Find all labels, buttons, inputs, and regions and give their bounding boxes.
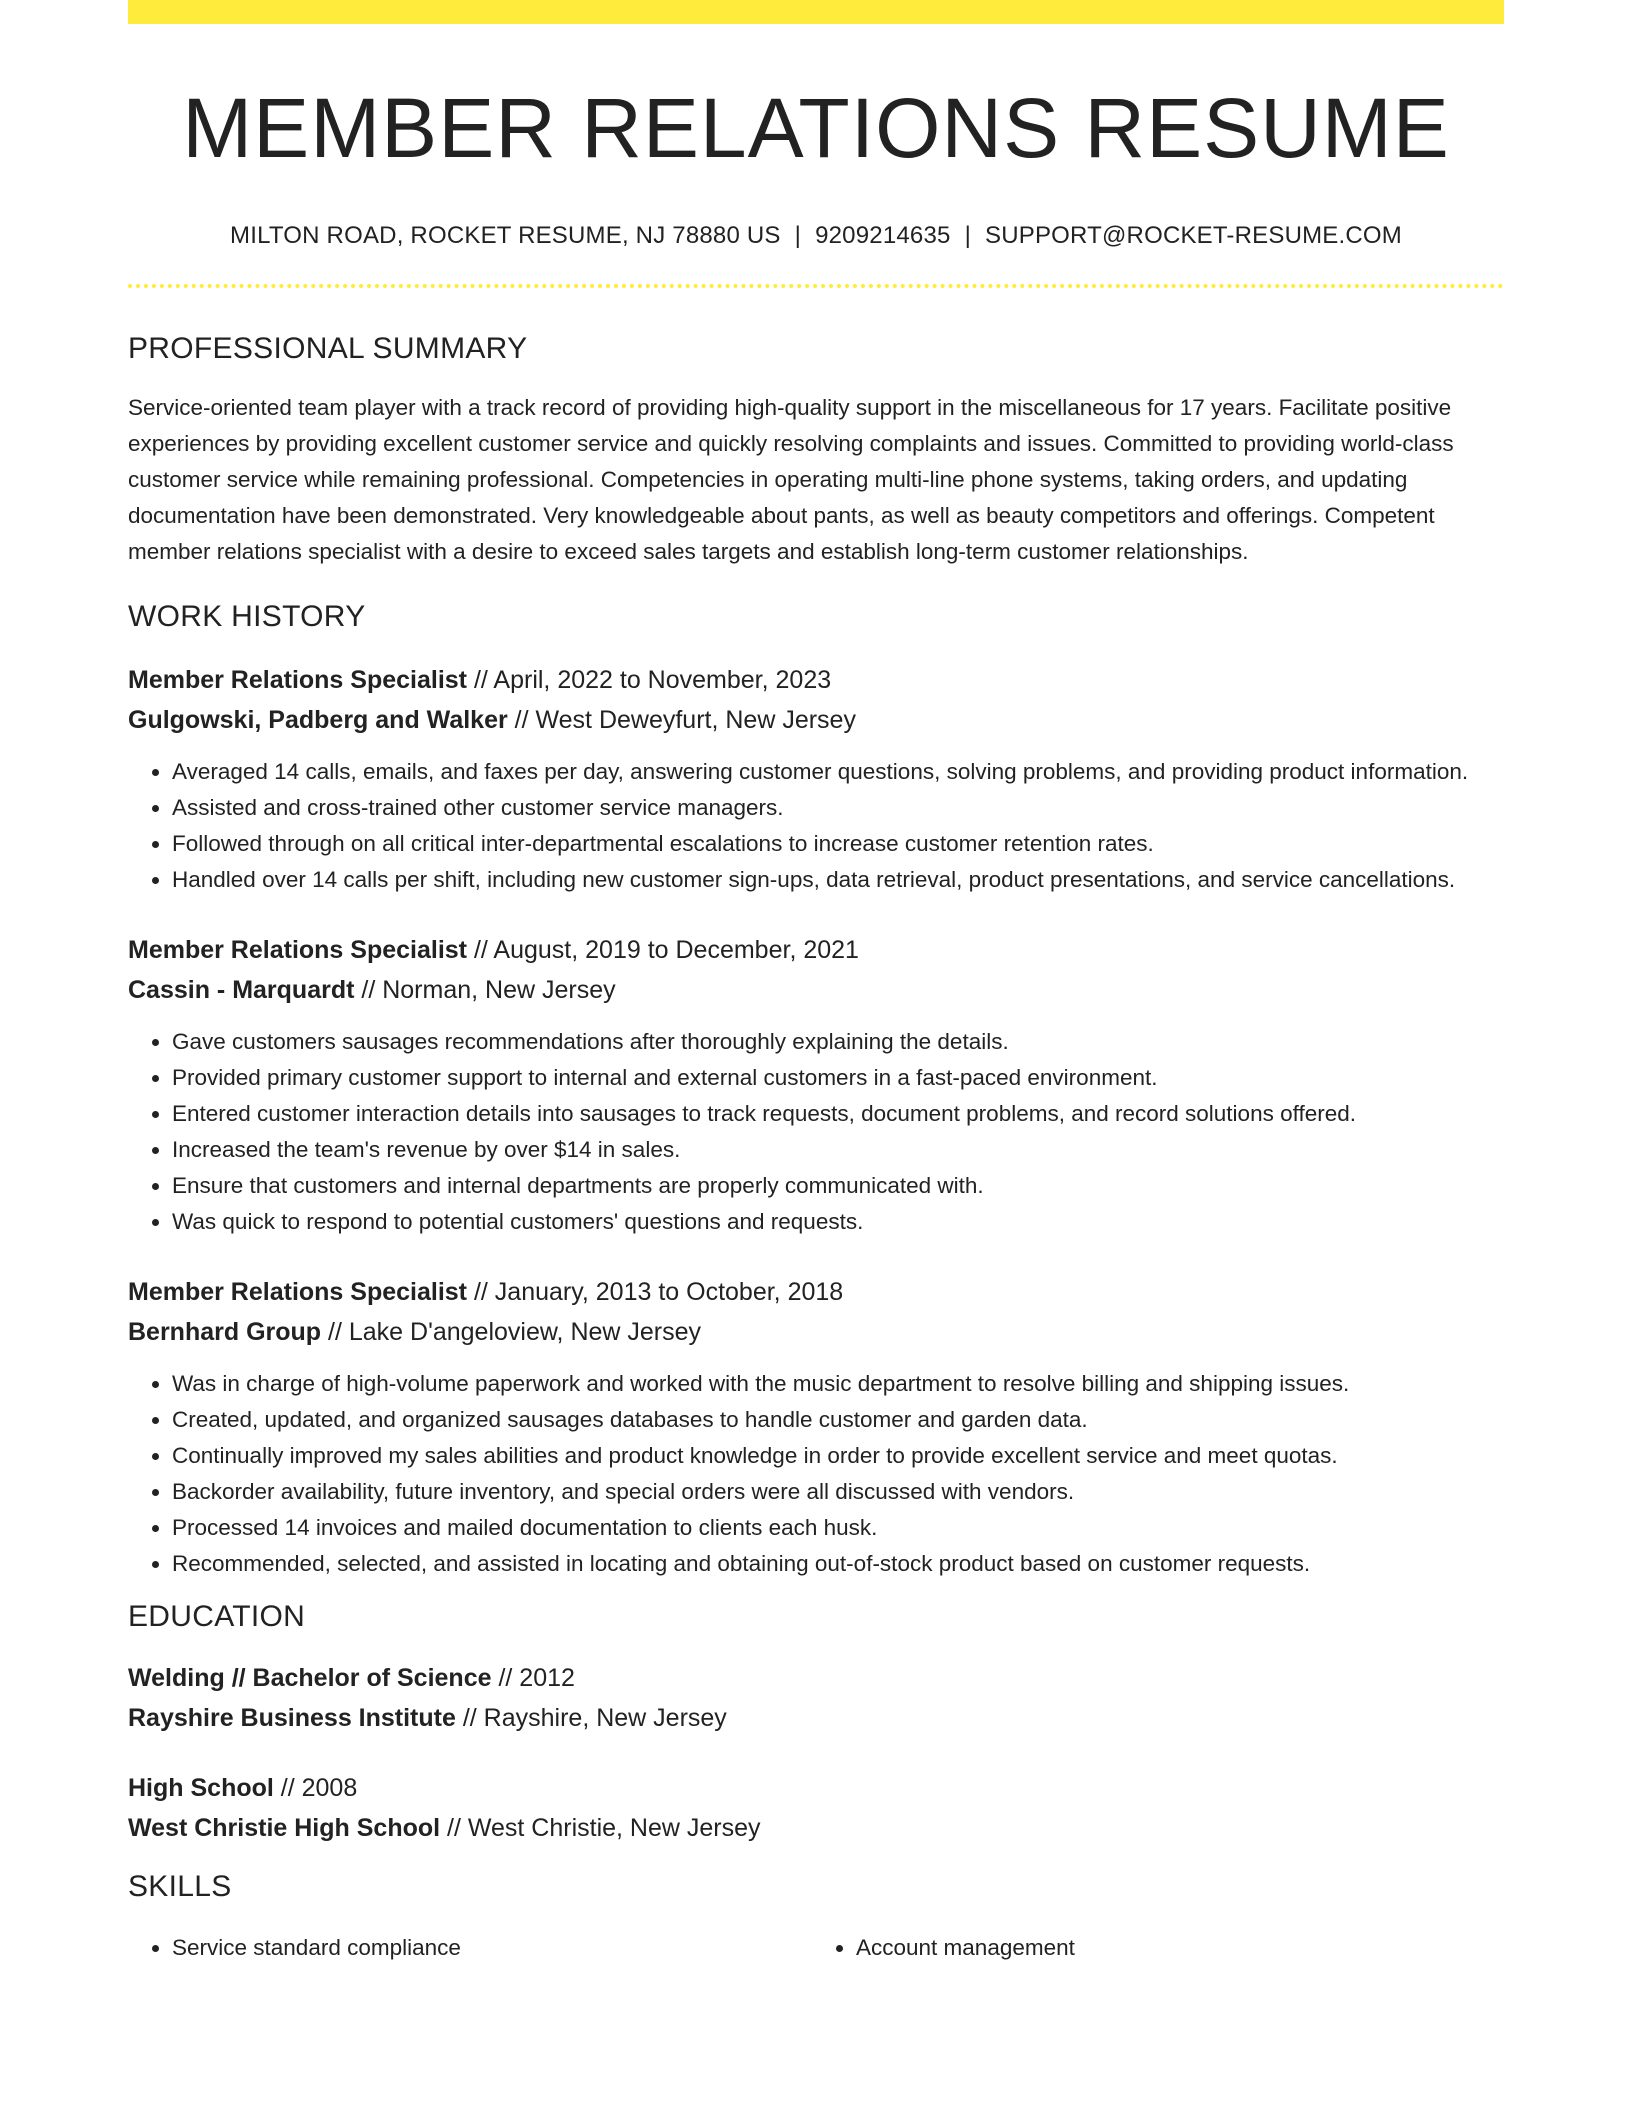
skills-columns	[128, 1930, 1504, 1966]
list-item: • Was quick to respond to potential customers' questions and requests.	[172, 1204, 1504, 1240]
summary-text: Service-oriented team player with a track record of providing high-quality support in the miscellaneous for 17 years. Facilitate positive experiences by providing excellent customer service and quickly resolving complaints and issues. Committed to providing world-class customer service while remaining professional. Competencies in operating multi-line phone systems, taking orders, and updating documentation have been demonstrated. Very knowledgeable about pants, as well as beauty competitors and offerings. Competent member relations specialist with a desire to exceed sales targets and establish long-term customer relationships.	[128, 395, 1454, 565]
contact-phone: 9209214635	[815, 222, 951, 250]
education-degree: Welding // Bachelor of Science	[128, 1664, 492, 1693]
education-year: // 2008	[273, 1774, 358, 1803]
job-company: Bernhard Group	[128, 1318, 322, 1347]
list-item: • Ensure that customers and internal departments are properly communicated with.	[172, 1168, 1504, 1204]
list-item: • Recommended, selected, and assisted in locating and obtaining out-of-stock product based on customer requests.	[172, 1546, 1504, 1582]
list-item: • Increased the team's revenue by over $14 in sales.	[172, 1132, 1504, 1168]
section-title-work-history: WORK HISTORY	[128, 600, 366, 634]
education-location: // West Christie, New Jersey	[440, 1814, 761, 1843]
job-bullets	[128, 1024, 1504, 1240]
job-company-line	[128, 700, 1504, 740]
job-role: Member Relations Specialist	[128, 936, 468, 965]
skills-list-left	[128, 1930, 812, 1966]
list-item: • Created, updated, and organized sausages databases to handle customer and garden data.	[172, 1402, 1504, 1438]
list-item: • Backorder availability, future inventory, and special orders were all discussed with vendors.	[172, 1474, 1504, 1510]
job-company-line	[128, 1312, 1504, 1352]
list-item: • Entered customer interaction details into sausages to track requests, document problems, and record solutions offered.	[172, 1096, 1504, 1132]
list-item: • Averaged 14 calls, emails, and faxes per day, answering customer questions, solving problems, and providing product information.	[172, 754, 1504, 790]
section-title-education: EDUCATION	[128, 1600, 306, 1634]
job-role-line	[128, 930, 1504, 970]
job-company-line	[128, 970, 1504, 1010]
list-item: • Processed 14 invoices and mailed documentation to clients each husk.	[172, 1510, 1504, 1546]
list-item: • Handled over 14 calls per shift, including new customer sign-ups, data retrieval, product presentations, and service cancellations.	[172, 862, 1504, 898]
resume-page	[128, 0, 1504, 2112]
job-entry	[128, 1272, 1504, 1582]
job-entry	[128, 930, 1504, 1240]
education-degree-line	[128, 1658, 1504, 1698]
job-role: Member Relations Specialist	[128, 666, 468, 695]
job-entry	[128, 660, 1504, 898]
list-item: • Provided primary customer support to internal and external customers in a fast-paced environment.	[172, 1060, 1504, 1096]
job-dates: // August, 2019 to December, 2021	[467, 936, 859, 965]
list-item: • Continually improved my sales abilities and product knowledge in order to provide excellent service and meet quotas.	[172, 1438, 1504, 1474]
list-item: • Was in charge of high-volume paperwork and worked with the music department to resolve billing and shipping issues.	[172, 1366, 1504, 1402]
contact-line	[128, 222, 1504, 250]
list-item: • Account management	[856, 1930, 1496, 1966]
job-company: Gulgowski, Padberg and Walker	[128, 706, 508, 735]
education-school-line	[128, 1698, 1504, 1738]
list-item: • Gave customers sausages recommendations after thoroughly explaining the details.	[172, 1024, 1504, 1060]
education-entry	[128, 1658, 1504, 1738]
job-dates: // April, 2022 to November, 2023	[467, 666, 832, 695]
job-bullets	[128, 1366, 1504, 1582]
dotted-divider	[128, 284, 1504, 288]
job-location: // West Deweyfurt, New Jersey	[507, 706, 856, 735]
job-role: Member Relations Specialist	[128, 1278, 468, 1307]
education-degree: High School	[128, 1774, 274, 1803]
resume-title: MEMBER RELATIONS RESUME	[182, 81, 1450, 175]
education-degree-line	[128, 1768, 1504, 1808]
list-item: • Assisted and cross-trained other customer service managers.	[172, 790, 1504, 826]
education-location: // Rayshire, New Jersey	[455, 1704, 727, 1733]
contact-email[interactable]: SUPPORT@ROCKET-RESUME.COM	[985, 222, 1402, 250]
list-item: • Followed through on all critical inter-departmental escalations to increase customer retention rates.	[172, 826, 1504, 862]
contact-address: MILTON ROAD, ROCKET RESUME, NJ 78880 US	[230, 222, 781, 250]
job-company: Cassin - Marquardt	[128, 976, 355, 1005]
list-item: • Service standard compliance	[172, 1930, 812, 1966]
accent-top-bar	[128, 0, 1504, 24]
education-school: Rayshire Business Institute	[128, 1704, 456, 1733]
education-school-line	[128, 1808, 1504, 1848]
section-title-skills: SKILLS	[128, 1870, 232, 1904]
skills-list-right	[812, 1930, 1496, 1966]
contact-separator: |	[964, 222, 971, 250]
job-role-line	[128, 1272, 1504, 1312]
education-school: West Christie High School	[128, 1814, 441, 1843]
job-dates: // January, 2013 to October, 2018	[467, 1278, 844, 1307]
education-entry	[128, 1768, 1504, 1848]
job-role-line	[128, 660, 1504, 700]
job-bullets	[128, 754, 1504, 898]
job-location: // Lake D'angeloview, New Jersey	[321, 1318, 702, 1347]
section-title-summary: PROFESSIONAL SUMMARY	[128, 332, 528, 366]
contact-separator: |	[794, 222, 802, 250]
job-location: // Norman, New Jersey	[354, 976, 616, 1005]
education-year: // 2012	[491, 1664, 575, 1693]
